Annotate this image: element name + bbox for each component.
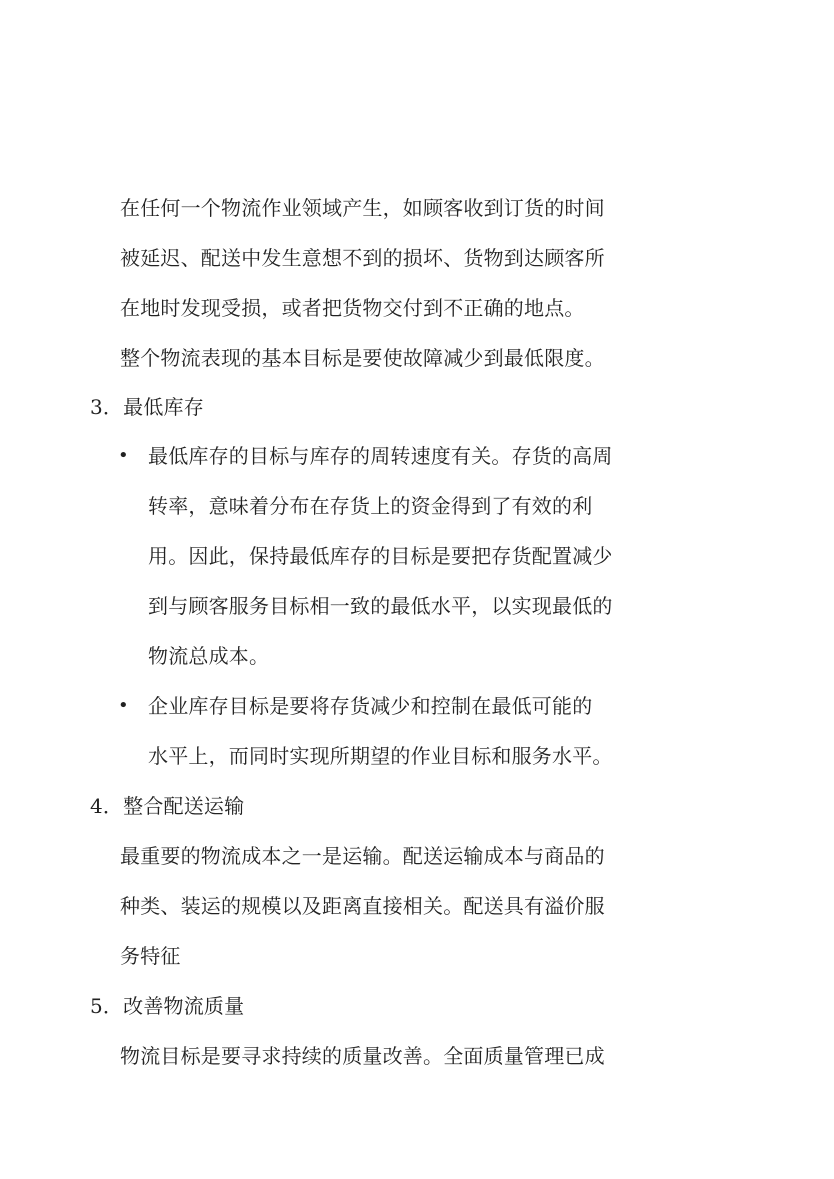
section5-heading: 5．改善物流质量 (90, 994, 245, 1018)
intro-line-1: 在任何一个物流作业领域产生，如顾客收到订货的时间 (120, 196, 605, 220)
section3-bullet1-line-4: 到与顾客服务目标相一致的最低水平，以实现最低的 (148, 594, 613, 618)
section3-bullet1-line-5: 物流总成本。 (148, 644, 270, 668)
section5-line-1: 物流目标是要寻求持续的质量改善。全面质量管理已成 (120, 1044, 605, 1068)
section3-bullet1-line-2: 转率，意味着分布在存货上的资金得到了有效的利 (148, 494, 593, 518)
section3-bullet1-line-3: 用。因此，保持最低库存的目标是要把存货配置减少 (148, 544, 613, 568)
section3-bullet2-line-1: 企业库存目标是要将存货减少和控制在最低可能的 (148, 694, 593, 718)
section4-line-3: 务特征 (120, 944, 181, 968)
section3-bullet2-line-2: 水平上，而同时实现所期望的作业目标和服务水平。 (148, 744, 613, 768)
intro-line-2: 被延迟、配送中发生意想不到的损坏、货物到达顾客所 (120, 246, 605, 270)
section4-line-2: 种类、装运的规模以及距离直接相关。配送具有溢价服 (120, 894, 605, 918)
section3-bullet2-marker: • (118, 695, 129, 716)
section3-bullet1-marker: • (118, 445, 129, 466)
section4-heading: 4．整合配送运输 (90, 794, 245, 818)
section3-bullet1-line-1: 最低库存的目标与库存的周转速度有关。存货的高周 (148, 444, 613, 468)
section4-line-1: 最重要的物流成本之一是运输。配送运输成本与商品的 (120, 844, 605, 868)
intro-line-4: 整个物流表现的基本目标是要使故障减少到最低限度。 (120, 346, 605, 370)
section3-heading: 3．最低库存 (90, 395, 204, 419)
intro-line-3: 在地时发现受损，或者把货物交付到不正确的地点。 (120, 296, 585, 320)
